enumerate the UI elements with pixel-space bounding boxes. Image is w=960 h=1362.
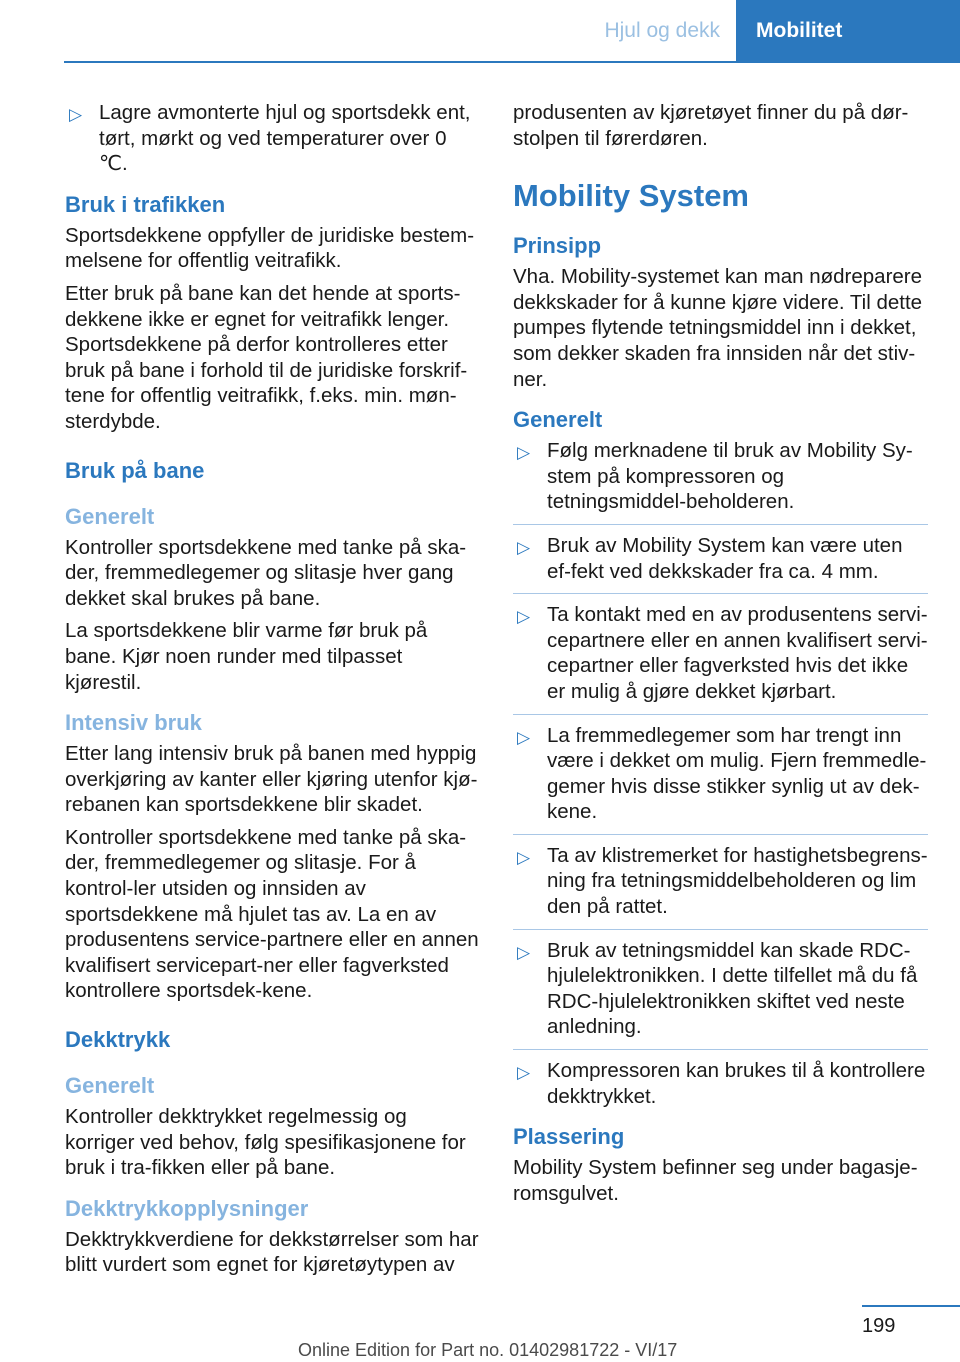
header-divider	[64, 61, 960, 63]
paragraph: Vha. Mobility-systemet kan man nødreparere dekkskader for å kunne kjøre videre. Til dette pumpes flytende tetningsmiddel inn i dekket, som dekker skaden fra innsiden når det stiv-ner.	[513, 265, 923, 391]
bullet-triangle-icon: ▷	[517, 607, 531, 627]
footer-divider	[862, 1305, 960, 1307]
bullet-triangle-icon: ▷	[69, 105, 83, 124]
paragraph: Kontroller dekktrykket regelmessig og korriger ved behov, følg spesifikasjonene for bruk i tra-fikken eller på bane.	[65, 1105, 466, 1180]
list-item	[513, 938, 928, 1040]
right-column	[513, 100, 928, 1213]
list-item-text: Ta av klistremerket for hastighetsbegrens-ning fra tetningsmiddelbeholderen og lim den på rattet.	[547, 843, 928, 919]
bullet-triangle-icon: ▷	[517, 727, 531, 747]
list-divider	[513, 834, 928, 835]
subheading-generelt: Generelt	[65, 1073, 155, 1099]
subheading-dekktrykkopplysninger: Dekktrykkopplysninger	[65, 1195, 309, 1221]
list-divider	[513, 929, 928, 930]
list-item	[513, 723, 928, 825]
paragraph: Sportsdekkene oppfyller de juridiske bestem-melsene for offentlig veitrafikk.	[65, 223, 475, 273]
list-item-text: Bruk av Mobility System kan være uten ef-fekt ved dekkskader fra ca. 4 mm.	[547, 533, 903, 583]
bullet-triangle-icon: ▷	[517, 443, 531, 463]
paragraph: La sportsdekkene blir varme før bruk på bane. Kjør noen runder med tilpasset kjørestil.	[65, 619, 428, 694]
list-item	[65, 100, 480, 177]
list-item-text: Ta kontakt med en av produsentens servi-cepartnere eller en annen kvalifisert servi-cepartner eller fagverksted hvis det ikke er mulig å gjøre dekket kjørbart.	[547, 603, 928, 703]
heading-plassering: Plassering	[513, 1124, 625, 1150]
paragraph: Etter lang intensiv bruk på banen med hyppig overkjøring av kanter eller kjøring utenfor kjø-rebanen kan sportsdekkene blir skadet.	[65, 742, 478, 817]
list-item	[513, 843, 928, 920]
subheading-generelt: Generelt	[65, 503, 155, 529]
heading-mobility-system: Mobility System	[513, 178, 749, 214]
list-item-text: Kompressoren kan brukes til å kontrollere dekktrykket.	[547, 1059, 926, 1108]
list-item	[513, 533, 928, 584]
list-item-text: Bruk av tetningsmiddel kan skade RDC-hjulelektronikken. I dette tilfellet må du få RDC-hjulelektronikken skiftet ved neste anledning.	[547, 938, 918, 1039]
list-item-text: Lagre avmonterte hjul og sportsdekk ent, tørt, mørkt og ved temperaturer over 0 ℃.	[99, 101, 471, 176]
page-header	[586, 0, 960, 62]
paragraph: Kontroller sportsdekkene med tanke på ska-der, fremmedlegemer og slitasje. For å kontrol-ler utsiden og innsiden av sportsdekkene må hjulet tas av. La en av produsentens service-partnere eller en annen kvalifisert servicepart-ner eller fagverksted kontrollere sportsdek-kene.	[65, 825, 479, 1003]
paragraph: Etter bruk på bane kan det hende at sports-dekkene ikke er egnet for veitrafikk lenger. Sportsdekkene på derfor kontrolleres etter bruk på bane i forhold til de juridiske forskrif-tene for offentlig veitrafikk, f.eks. min. møn-sterdybde.	[65, 281, 468, 433]
list-item	[513, 1058, 928, 1109]
list-item	[513, 438, 928, 515]
bullet-triangle-icon: ▷	[517, 537, 531, 557]
bullet-triangle-icon: ▷	[517, 1063, 531, 1083]
left-column	[65, 100, 480, 1285]
heading-bruk-pa-bane: Bruk på bane	[65, 457, 205, 483]
list-divider	[513, 524, 928, 525]
list-item	[513, 602, 928, 704]
bullet-triangle-icon: ▷	[517, 942, 531, 962]
paragraph: produsenten av kjøretøyet finner du på dør-stolpen til førerdøren.	[513, 101, 909, 150]
list-divider	[513, 714, 928, 715]
heading-generelt: Generelt	[513, 407, 603, 433]
heading-bruk-i-trafikken: Bruk i trafikken	[65, 191, 226, 217]
heading-dekktrykk: Dekktrykk	[65, 1027, 171, 1053]
chapter-tab-current[interactable]: Mobilitet	[736, 0, 960, 62]
list-item-text: La fremmedlegemer som har trengt inn være i dekket om mulig. Fjern fremmedle-gemer hvis disse stikker synlig ut av dek-kene.	[547, 723, 927, 824]
heading-prinsipp: Prinsipp	[513, 233, 602, 259]
bullet-triangle-icon: ▷	[517, 847, 531, 867]
page-number: 199	[862, 1315, 896, 1337]
paragraph: Mobility System befinner seg under bagasje-romsgulvet.	[513, 1156, 918, 1205]
list-item-text: Følg merknadene til bruk av Mobility Sy-stem på kompressoren og tetningsmiddel-beholderen.	[547, 439, 913, 514]
paragraph: Kontroller sportsdekkene med tanke på ska-der, fremmedlegemer og slitasje hver gang dekket skal brukes på bane.	[65, 535, 467, 610]
edition-footer: Online Edition for Part no. 01402981722 - VI/17	[298, 1340, 678, 1360]
chapter-tab-previous[interactable]: Hjul og dekk	[604, 19, 720, 42]
list-divider	[513, 1049, 928, 1050]
subheading-intensiv-bruk: Intensiv bruk	[65, 710, 202, 736]
paragraph: Dekktrykkverdiene for dekkstørrelser som har blitt vurdert som egnet for kjøretøytypen av	[65, 1227, 479, 1277]
list-divider	[513, 593, 928, 594]
